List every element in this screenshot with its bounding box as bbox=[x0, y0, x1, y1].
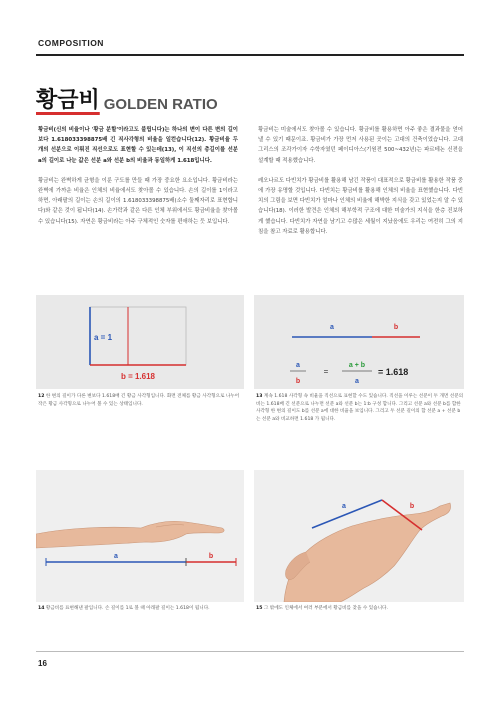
hand-label-a: a bbox=[342, 503, 346, 510]
paragraph: 레오나르도 다빈치가 황금비를 활용해 남긴 작품이 대표적으로 황금비를 활용한 작품 중에 가장 유명할 것입니다. 다빈치는 황금비를 활용해 인체의 비율을 표현했습니다. 다빈치의 그림을 보면 다빈치가 얼마나 인체의 비율에 해박한 지식을 갖고 있었는지 알 수 있습니다(18). 이러한 발견은 인체의 해부학적 구조에 대한 미술가의 지식을 한층 진보하게 했습니다. 다빈치가 자연을 남기고 수많은 세월이 지났음에도 우리는 여전히 그의 지침을 참고 자료로 활용합니다. bbox=[258, 177, 463, 235]
equals-sign: = bbox=[323, 367, 329, 376]
result-value: = 1.618 bbox=[378, 367, 409, 377]
caption-text: 계속 1.618 사각형 속 비율을 직선으로 표현할 수도 있습니다. 직선을 이루는 선분이 두 개면 선분의 비는 1.618배 긴 선분으로 나누면 선분 a와 선분 b는 1:b 구성 합니다. 그리고 선분 a와 선분 b를 합한 사각형 한 변의 길이도 b를 선분 a에 대한 비율을 보입니다. 그리고 두 선분 길이의 합 선분 a + 선분 b는 선분 a와 비교하면 1.618 가 됩니다. bbox=[256, 394, 464, 422]
caption-number: 12 bbox=[38, 394, 45, 399]
fraction1-denominator: b bbox=[295, 378, 301, 385]
caption-number: 14 bbox=[38, 606, 45, 611]
arm-shape bbox=[36, 521, 224, 548]
caption-text: 그 밖에도 인체에서 여러 부분에서 황금비를 찾을 수 있습니다. bbox=[263, 606, 388, 611]
header-divider bbox=[36, 54, 464, 56]
figure-golden-formula bbox=[254, 295, 464, 389]
hand-label-b: b bbox=[409, 503, 415, 510]
footer-divider bbox=[36, 651, 464, 652]
caption-15 bbox=[256, 605, 464, 613]
fraction1-numerator: a bbox=[296, 362, 300, 369]
body-column-left bbox=[38, 125, 238, 237]
page-number: 16 bbox=[38, 659, 47, 668]
paragraph: 황금비는 미술에서도 찾아볼 수 있습니다. 황금비를 활용하면 아주 좋은 결과물을 얻어낼 수 있기 때문이죠. 황금비가 가장 먼저 사용된 곳이는 고대의 건축이었습니다. 고대 그리스의 조각가이자 수학자였던 페이디아스(기원전 500~432년)는 파르테논 신전을 설계할 때 적용했습니다. bbox=[258, 127, 463, 164]
caption-text: 황금비를 표현해낸 팔입니다. 손 길이를 1로 볼 때 아래팔 길이는 1.618이 됩니다. bbox=[45, 606, 210, 611]
caption-13 bbox=[256, 393, 464, 423]
caption-14 bbox=[38, 605, 243, 613]
paragraph: 황금비는 완벽하게 균형을 이룬 구도를 만들 때 가장 중요한 요소입니다. 황금비라는 완벽에 가까운 비율은 인체의 비율에서도 찾아볼 수 있습니다. 손의 길이를 1이라고 하면, 아래팔의 길이는 손의 길이의 1.618033398875배(소수 둘째자리로 표현합니다)와 같은 것이 됩니다(14). 손가락과 같은 다른 인체 부위에서도 황금비율을 찾아볼 수 있습니다(15). 자연은 황금비라는 아주 구체적인 숫자를 편애하는 듯 보입니다. bbox=[38, 177, 238, 225]
paragraph: 황금비(신의 비율이나 '황금 분할'이라고도 불립니다)는 하나의 변이 다른 변의 길이보다 1.618033398875배 긴 직사각형의 비율을 일컫습니다(12). 황금비율 두 개의 선분으로 이뤄진 직선으로도 표현할 수 있는데(13), 이 직선의 총길이를 선분 a의 길이로 나눈 값은 선분 a와 선분 b의 비율과 동일하게 1.618입니다. bbox=[38, 127, 238, 164]
hand-shape bbox=[284, 503, 451, 602]
figure-hand bbox=[254, 470, 464, 602]
caption-number: 15 bbox=[256, 606, 263, 611]
caption-text: 한 변의 길이가 다른 변보다 1.618배 긴 황금 사각형입니다. 화면 전체를 황금 사각형으로 나누어 작은 황금 사각형으로 나누어 볼 수 있는 상태입니다. bbox=[38, 394, 240, 407]
section-label: COMPOSITION bbox=[38, 38, 104, 48]
label-b: b = 1.618 bbox=[120, 372, 156, 381]
fraction2-denominator: a bbox=[355, 378, 359, 385]
fraction2-numerator: a + b bbox=[348, 362, 366, 369]
title-english: GOLDEN RATIO bbox=[103, 96, 218, 113]
caption-number: 13 bbox=[256, 394, 263, 399]
segment-a-label: a bbox=[330, 324, 334, 331]
figure-golden-rectangle bbox=[36, 295, 244, 389]
label-a: a = 1 bbox=[94, 333, 113, 342]
caption-12 bbox=[38, 393, 243, 408]
segment-b-label: b bbox=[393, 324, 399, 331]
title-korean: 황금비 bbox=[36, 88, 100, 113]
arm-label-a: a bbox=[114, 553, 118, 560]
figure-arm bbox=[36, 470, 244, 602]
arm-label-b: b bbox=[208, 553, 214, 560]
page-title bbox=[36, 90, 218, 112]
body-column-right bbox=[258, 125, 463, 247]
